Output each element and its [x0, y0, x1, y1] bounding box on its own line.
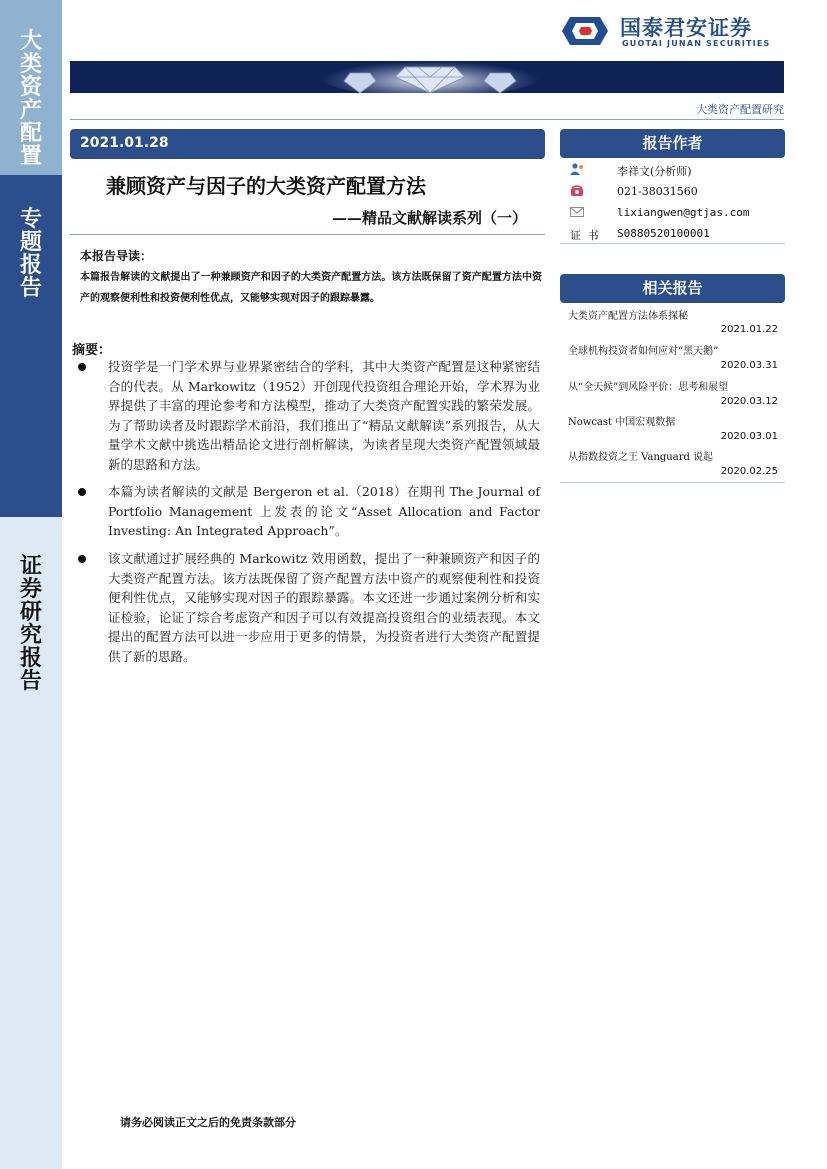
bullet-icon: [78, 363, 86, 371]
person-icon: [570, 163, 584, 175]
title-divider: [70, 234, 545, 235]
sidebar-char: 告: [19, 668, 42, 695]
sidebar-char: 专: [19, 206, 42, 232]
bullet-icon: [78, 488, 86, 496]
sidebar-char: 置: [19, 143, 42, 170]
sidebar-char: 告: [19, 275, 42, 302]
related-report-title[interactable]: 从“全天候”到风险平价：思考和展望: [568, 382, 729, 393]
logo-name-cn: 国泰君安证券: [620, 16, 752, 40]
sidebar-char: 究: [19, 622, 42, 649]
diamond-decoration-icon: [310, 61, 550, 93]
footer-disclaimer: 请务必阅读正文之后的免责条款部分: [120, 1116, 296, 1129]
sidebar-char: 配: [19, 120, 42, 147]
bullet-icon: [78, 555, 86, 563]
logo-name-en: GUOTAI JUNAN SECURITIES: [622, 39, 771, 48]
related-panel-heading: 相关报告: [560, 274, 785, 303]
related-divider: [560, 482, 785, 483]
sidebar-char: 大: [19, 28, 42, 54]
related-report-date: 2020.03.31: [720, 360, 778, 371]
guide-text: 本篇报告解读的文献提出了一种兼顾资产和因子的大类资产配置方法。该方法既保留了资产配置方法中资产的观察便利性和投资便利性优点，又能够实现对因子的跟踪暴露。: [80, 272, 542, 304]
abstract-heading: 摘要：: [72, 343, 112, 358]
author-name: 李祥文(分析师): [617, 165, 692, 178]
cert-number: S0880520100001: [617, 227, 710, 240]
related-report-title[interactable]: 全球机构投资者如何应对“黑天鹅”: [568, 346, 719, 357]
related-report-title[interactable]: 大类资产配置方法体系探秘: [568, 311, 688, 322]
logo-mark-icon: [560, 14, 610, 48]
sidebar-char: 资: [19, 74, 42, 101]
report-subtitle: ——精品文献解读系列（一）: [331, 209, 527, 227]
sidebar-char: 题: [19, 229, 42, 256]
abstract-bullet-text: 投资学是一门学术界与业界紧密结合的学科，其中大类资产配置是这种紧密结合的代表。从 Markowitz（1952）开创现代投资组合理论开始，学术界为业界提供了丰富的理论参考和方法模型，推动了大类资产配置实践的繁荣发展。为了帮助读者及时跟踪学术前沿，我们推出了“精品文献解读”系列报告，从大量学术文献中挑选出精品论文进行剖析解读，为读者呈现大类资产配置领域最新的思路和方法。: [108, 359, 540, 472]
related-report-title[interactable]: 从指数投资之王 Vanguard 说起: [568, 452, 714, 463]
abstract-bullet-text: 该文献通过扩展经典的 Markowitz 效用函数，提出了一种兼顾资产和因子的大类资产配置方法。该方法既保留了资产配置方法中资产的观察便利性和投资便利性优点，又能够实现对因子的跟踪暴露。本文还进一步通过案例分析和实证检验，论证了综合考虑资产和因子可以有效提高投资组合的业绩表现。本文提出的配置方法可以进一步应用于更多的情景，为投资者进行大类资产配置提供了新的思路。: [108, 551, 540, 664]
email-icon: [570, 206, 584, 218]
sidebar-org-label: [0, 555, 62, 694]
related-report-date: 2020.02.25: [720, 466, 778, 477]
related-report-date: 2021.01.22: [720, 324, 778, 335]
sidebar-char: 报: [19, 645, 42, 672]
author-email[interactable]: lixiangwen@gtjas.com: [617, 206, 750, 219]
sidebar-char: 证: [19, 553, 42, 579]
sidebar-category-label: [0, 30, 62, 169]
series-label: 大类资产配置研究: [696, 103, 784, 116]
author-phone: 021-38031560: [617, 185, 698, 198]
related-report-date: 2020.03.12: [720, 396, 778, 407]
related-report-title[interactable]: Nowcast 中国宏观数据: [568, 417, 676, 428]
sidebar-char: 券: [19, 576, 42, 603]
author-panel-heading: 报告作者: [560, 129, 785, 158]
abstract-bullet-text: 本篇为读者解读的文献是 Bergeron et al.（2018）在期刊 The Journal of Portfolio Management 上发表的论文“Asset Allocation and Factor Investing: An Integrated Approach”。: [108, 484, 540, 538]
author-divider: [560, 243, 785, 244]
report-date: 2021.01.28: [80, 135, 169, 151]
report-title: 兼顾资产与因子的大类资产配置方法: [106, 174, 426, 198]
sidebar-type-label: [0, 208, 62, 300]
date-bar: [70, 129, 545, 159]
sidebar-char: 产: [19, 97, 42, 124]
header-divider: [70, 119, 784, 120]
guide-heading: 本报告导读：: [80, 249, 153, 263]
phone-icon: [570, 185, 584, 197]
header-banner: [70, 61, 784, 93]
sidebar-char: 报: [19, 252, 42, 279]
company-logo: [560, 12, 784, 52]
cert-label: 证 书: [570, 229, 599, 242]
related-report-date: 2020.03.01: [720, 431, 778, 442]
sidebar-char: 研: [19, 599, 42, 626]
sidebar-char: 类: [19, 51, 42, 78]
